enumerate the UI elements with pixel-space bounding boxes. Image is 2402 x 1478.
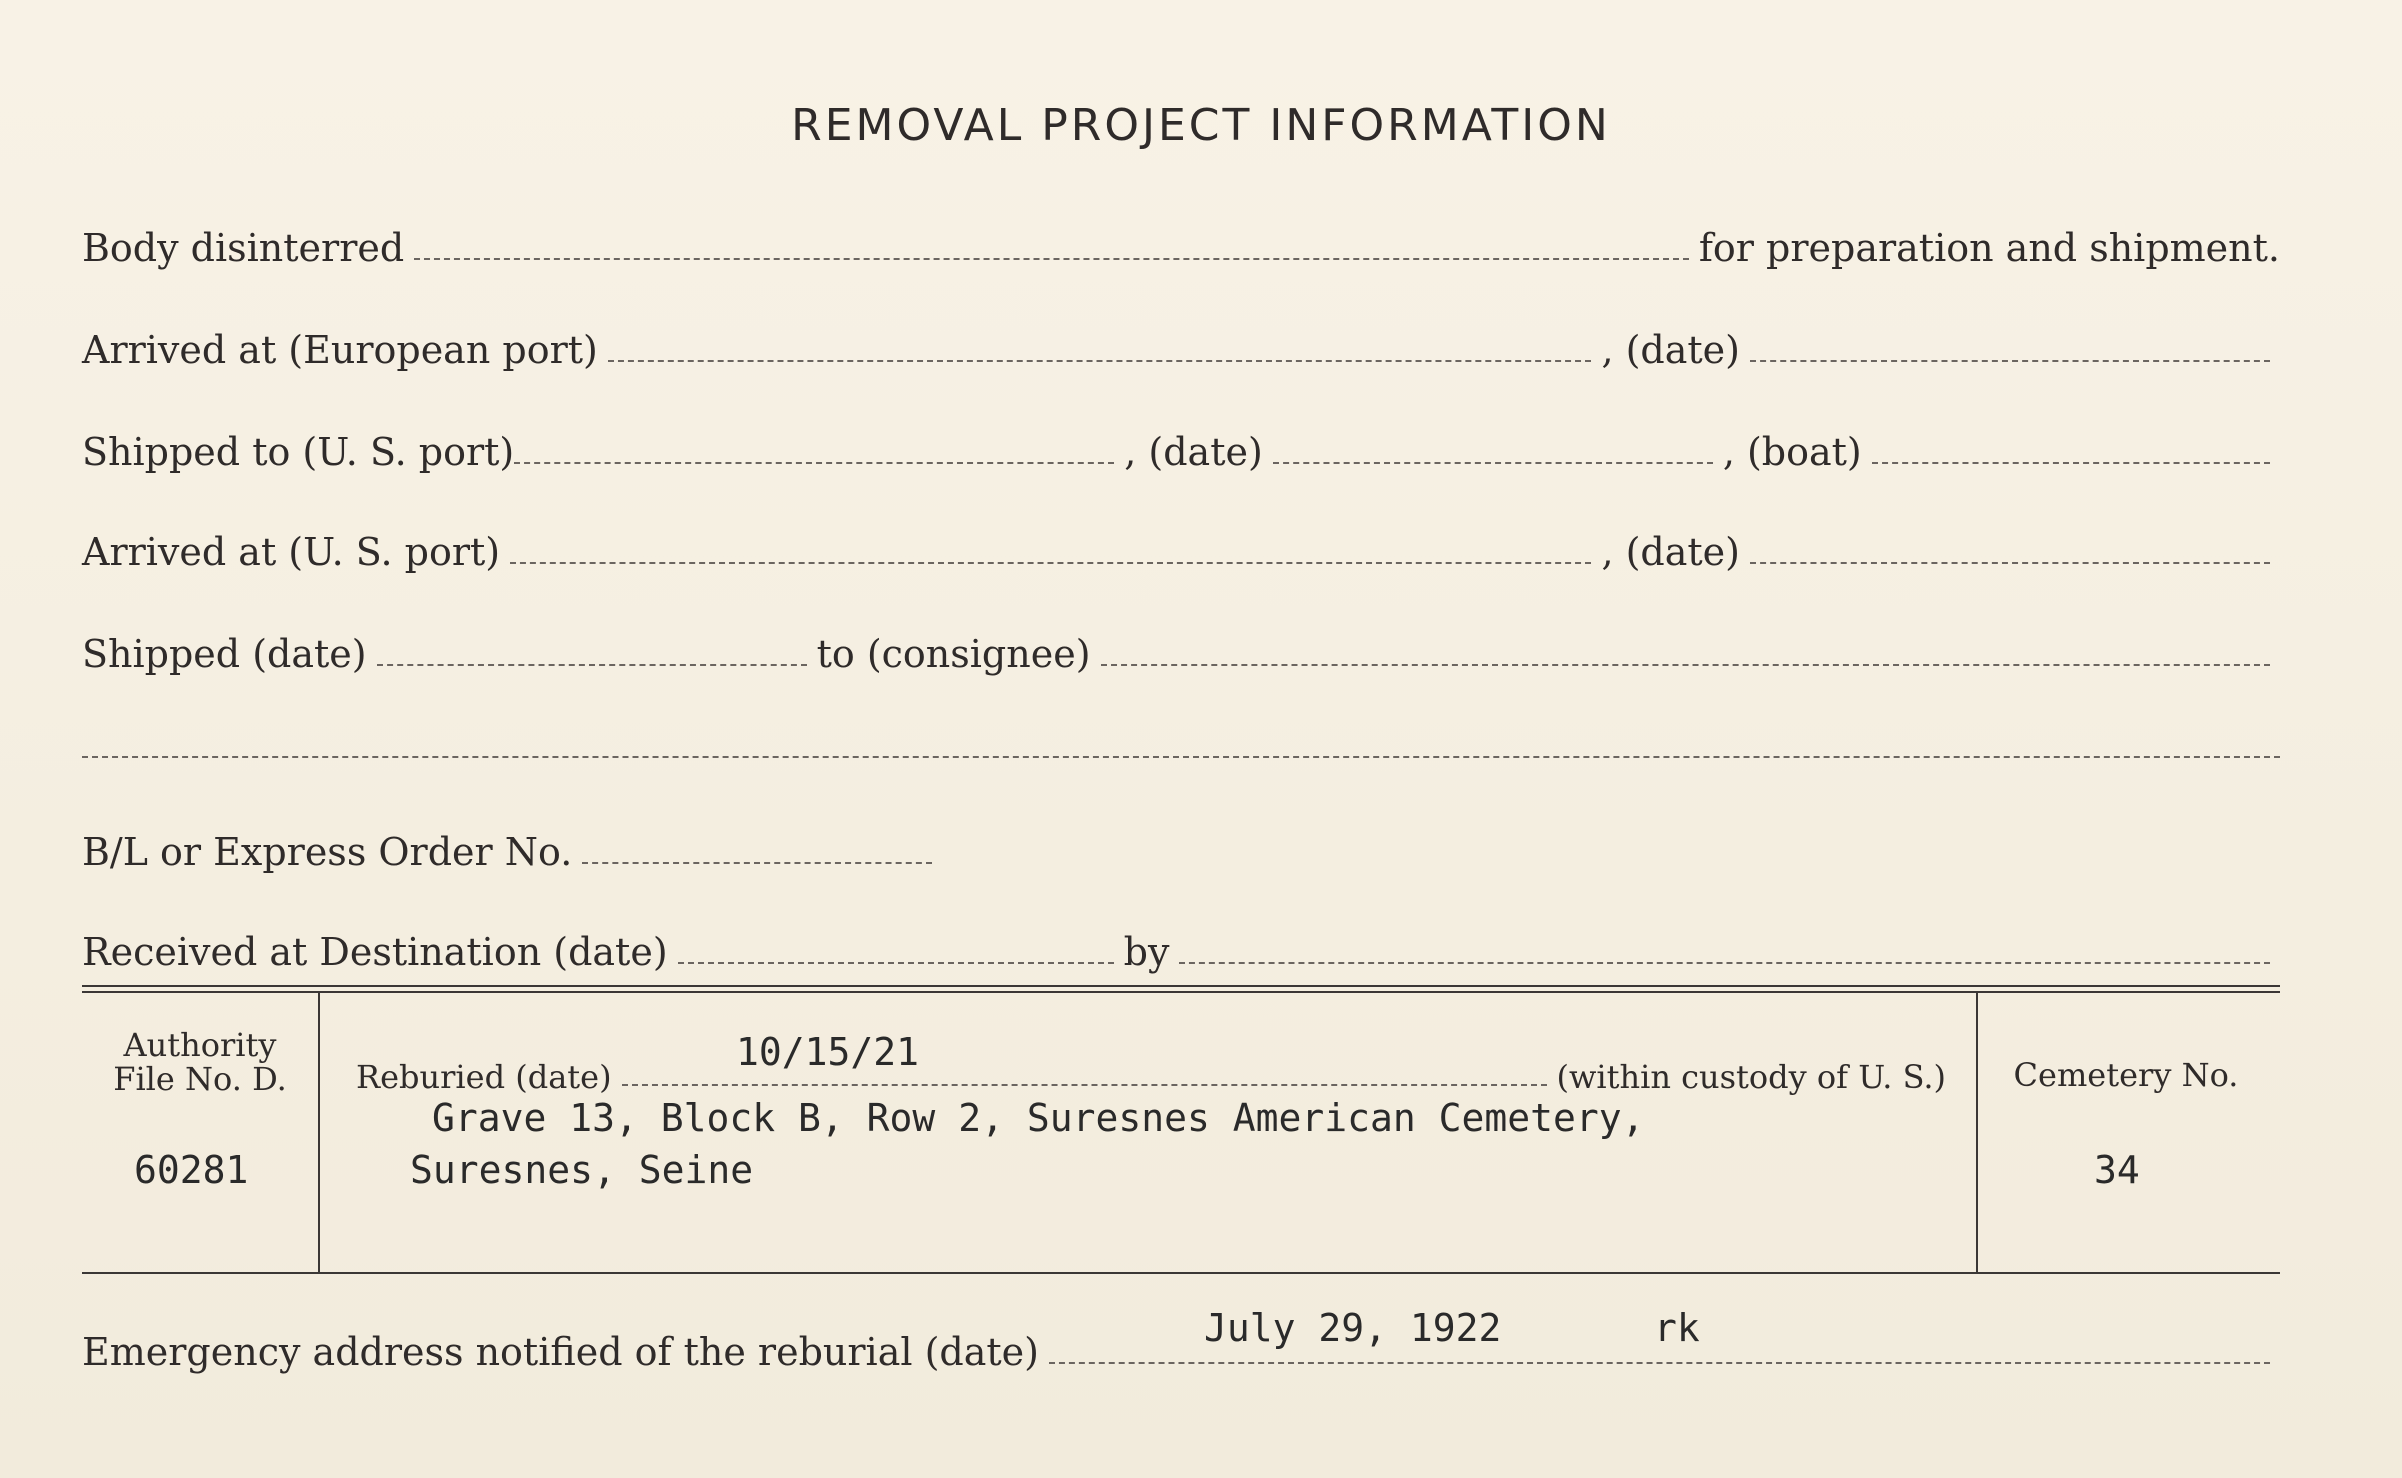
field-us-port[interactable] [514,462,1114,464]
row-arrived-european [82,312,2280,372]
row-emergency-address [82,1314,2280,1374]
box-divider-left [318,993,320,1272]
row-body-disinterred [82,210,2280,270]
field-date-2[interactable] [1273,462,1713,464]
form-title: REMOVAL PROJECT INFORMATION [791,100,1611,151]
field-consignee[interactable] [1101,664,2270,666]
field-consignee-line-2[interactable] [82,756,2280,758]
authority-file-number: 60281 [134,1148,249,1192]
label-reburied: Reburied (date) [356,1058,612,1096]
field-bl-order[interactable] [582,862,932,864]
label-arrived-european: Arrived at (European port) [82,328,598,372]
row-shipped-to-us [82,414,2280,474]
grave-location-line-1: Grave 13, Block B, Row 2, Suresnes American Cemetery, [432,1096,1645,1140]
label-boat: , (boat) [1722,430,1862,474]
label-for-preparation: for preparation and shipment. [1698,226,2280,270]
row-reburied [356,1036,1946,1096]
emergency-date-value: July 29, 1922 [1204,1306,1502,1350]
label-date-2: , (date) [1124,430,1263,474]
label-cemetery-no: Cemetery No. [2013,1056,2239,1094]
box-top-rule-2 [82,991,2280,993]
field-received-date[interactable] [678,962,1114,964]
row-arrived-us [82,514,2280,574]
row-shipped-date [82,616,2280,676]
cemetery-number: 34 [2094,1148,2140,1192]
field-emergency-date[interactable] [1049,1362,2270,1364]
label-date-1: , (date) [1601,328,1740,372]
field-date-3[interactable] [1750,562,2270,564]
label-by: by [1123,930,1170,974]
label-body-disinterred: Body disinterred [82,226,405,270]
label-within-custody: (within custody of U. S.) [1556,1058,1946,1096]
field-received-by[interactable] [1179,962,2270,964]
label-to-consignee: to (consignee) [816,632,1091,676]
box-top-rule [82,985,2280,987]
label-bl-order: B/L or Express Order No. [82,830,573,874]
box-divider-right [1976,993,1978,1272]
field-arrived-us-port[interactable] [510,562,1591,564]
row-bl-order [82,814,2280,874]
field-european-port[interactable] [608,360,1592,362]
label-arrived-us: Arrived at (U. S. port) [82,530,501,574]
label-date-3: , (date) [1601,530,1740,574]
field-reburied-date[interactable] [622,1084,1547,1086]
field-body-disinterred[interactable] [414,258,1689,260]
label-received-destination: Received at Destination (date) [82,930,668,974]
box-bottom-rule [82,1272,2280,1274]
row-received-destination [82,914,2280,974]
label-authority-file: Authority File No. D. [113,1026,287,1098]
grave-location-line-2: Suresnes, Seine [410,1148,754,1192]
field-shipped-date[interactable] [377,664,807,666]
label-shipped-to-us: Shipped to (U. S. port) [82,430,515,474]
clerk-initials: rk [1654,1306,1700,1350]
field-boat[interactable] [1872,462,2270,464]
label-shipped-date: Shipped (date) [82,632,367,676]
field-date-1[interactable] [1750,360,2270,362]
label-emergency-address: Emergency address notified of the reburial (date) [82,1330,1039,1374]
reburied-date-value: 10/15/21 [736,1030,920,1074]
